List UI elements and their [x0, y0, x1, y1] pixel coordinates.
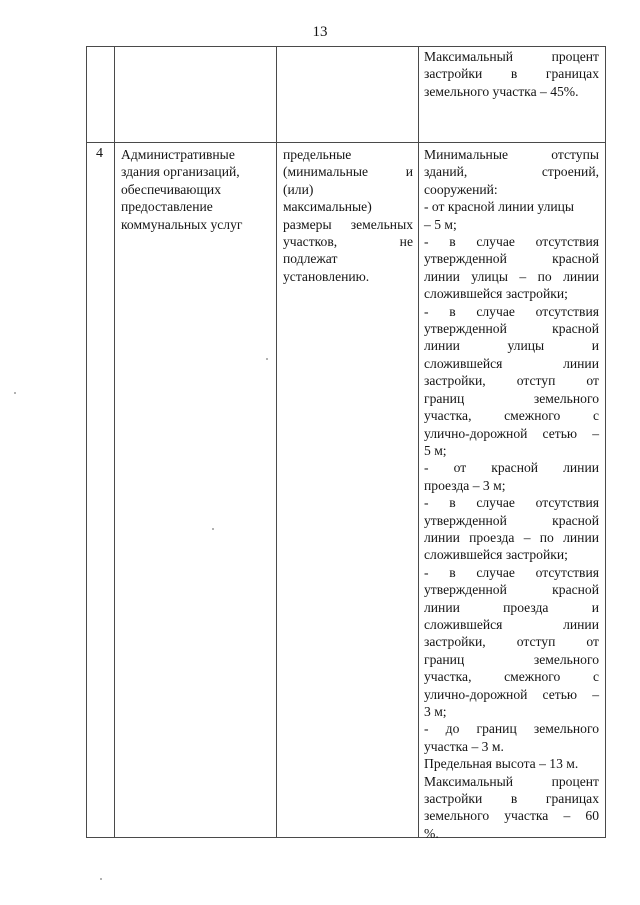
scan-speck — [100, 878, 102, 880]
table-divider-3 — [418, 46, 419, 838]
row4-col2-text: Административные здания организаций, обеспечивающих предоставление коммунальных услуг — [121, 147, 243, 232]
scan-speck — [14, 392, 16, 394]
row4-col4-text: Минимальные отступы зданий, строений, сооружений: - от красной линии улицы – 5 м; - в случае отсутствия утвержденной красной линии улицы – по линии сложившейся застройки; - в случае отсутствия утвержденной красной линии улицы и сложившейся линии застройки, отступ от границ земельного участка, смежного с улично-дорожной сетью – 5 м; - от красной линии проезда – 3 м; - в случае отсутствия утвержденной красной линии проезда – по линии сложившейся застройки; - в случае отсутствия утвержденной красной линии проезда и сложившейся линии застройки, отступ от границ земельного участка, смежного с улично-дорожной сетью – 3 м; - до границ земельного участка – 3 м. Предельная высота – 13 м. Максимальный процент застройки в границах земельного участка – 60 %. — [424, 147, 599, 841]
row-divider — [86, 142, 606, 143]
page-number: 13 — [312, 24, 328, 40]
scan-speck — [266, 358, 268, 360]
row4-col3-text: предельные (минимальные и (или) максимальные) размеры земельных участков, не подлежат установлению. — [283, 147, 413, 284]
table-divider-1 — [114, 46, 115, 838]
scan-speck — [212, 528, 214, 530]
table-divider-2 — [276, 46, 277, 838]
table-border-right — [605, 46, 606, 838]
top-row-col4-text: Максимальный процент застройки в границах земельного участка – 45%. — [424, 49, 599, 99]
table-border-left — [86, 46, 87, 838]
row-number: 4 — [96, 146, 103, 161]
table-border-top — [86, 46, 606, 47]
